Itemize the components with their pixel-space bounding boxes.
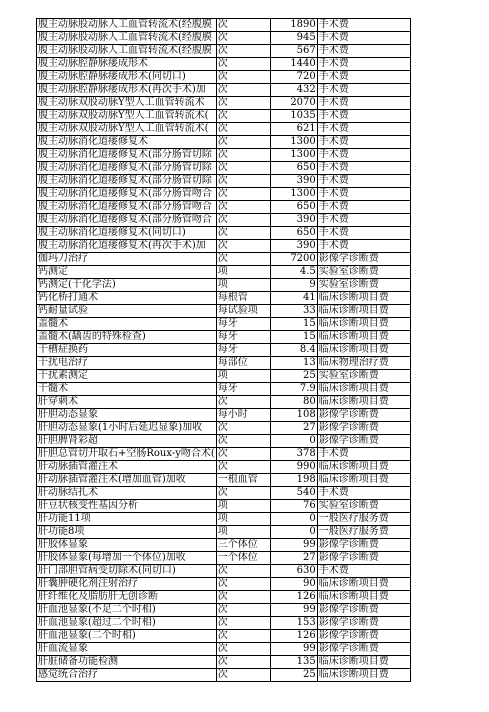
price-cell[interactable]: 15 <box>270 318 317 331</box>
price-cell[interactable]: 27 <box>270 552 317 565</box>
fee-category-cell[interactable]: 影像学诊断费 <box>317 539 410 552</box>
table-row <box>37 409 411 422</box>
price-cell[interactable]: 99 <box>270 643 317 656</box>
table-row <box>37 422 411 435</box>
item-name-cell[interactable]: 腹主动脉腔静脉瘘成形术(同切口) <box>37 71 217 84</box>
price-cell[interactable]: 76 <box>270 500 317 513</box>
table-row <box>37 253 411 266</box>
price-cell[interactable]: 27 <box>270 422 317 435</box>
table-row <box>37 175 411 188</box>
fee-category-cell[interactable]: 临床诊断项目费 <box>317 656 410 669</box>
price-cell[interactable]: 0 <box>270 513 317 526</box>
table-row <box>37 136 411 149</box>
table-row <box>37 604 411 617</box>
item-name-cell[interactable]: 干髓术 <box>37 383 217 396</box>
unit-cell[interactable]: 次 <box>216 240 270 253</box>
table-row <box>37 318 411 331</box>
item-name-cell[interactable]: 腹主动脉腔静脉瘘成形术 <box>37 58 217 71</box>
item-name-cell[interactable]: 肝脏储备功能检测 <box>37 656 217 669</box>
fee-category-cell[interactable]: 手术费 <box>317 19 410 32</box>
table-row <box>37 279 411 292</box>
item-name-cell[interactable]: 腹主动脉腔静脉瘘成形术(再次手术)加 <box>37 84 217 97</box>
fee-category-cell[interactable]: 临床诊断项目费 <box>317 669 410 682</box>
fee-category-cell[interactable]: 实验室诊断费 <box>317 370 410 383</box>
price-cell[interactable]: 13 <box>270 357 317 370</box>
fee-category-cell[interactable]: 影像学诊断费 <box>317 422 410 435</box>
price-cell[interactable]: 135 <box>270 656 317 669</box>
unit-cell[interactable]: 次 <box>216 188 270 201</box>
item-name-cell[interactable]: 肝血池显象(不足二个时相) <box>37 604 217 617</box>
fee-category-cell[interactable]: 手术费 <box>317 565 410 578</box>
unit-cell[interactable]: 每试验项 <box>216 305 270 318</box>
price-cell[interactable]: 0 <box>270 435 317 448</box>
price-cell[interactable]: 126 <box>270 630 317 643</box>
price-cell[interactable]: 90 <box>270 578 317 591</box>
item-name-cell[interactable]: 钙耐量试验 <box>37 305 217 318</box>
price-cell[interactable]: 198 <box>270 474 317 487</box>
fee-category-cell[interactable]: 临床诊断项目费 <box>317 331 410 344</box>
table-row <box>37 19 411 32</box>
fee-category-cell[interactable]: 手术费 <box>317 45 410 58</box>
price-cell[interactable]: 1440 <box>270 58 317 71</box>
price-cell[interactable]: 650 <box>270 162 317 175</box>
item-name-cell[interactable]: 腹主动脉股动脉人工血管转流术(经腹膜 <box>37 19 217 32</box>
table-row <box>37 526 411 539</box>
fee-category-cell[interactable]: 临床诊断项目费 <box>317 383 410 396</box>
item-name-cell[interactable]: 腹主动脉消化道瘘修复术(部分肠管切除 <box>37 162 217 175</box>
fee-category-cell[interactable]: 影像学诊断费 <box>317 435 410 448</box>
item-name-cell[interactable]: 肝穿刺术 <box>37 396 217 409</box>
table-row <box>37 305 411 318</box>
price-cell[interactable]: 1300 <box>270 188 317 201</box>
item-name-cell[interactable]: 腹主动脉双股动脉Y型人工血管转流术 <box>37 97 217 110</box>
table-row <box>37 123 411 136</box>
table-row <box>37 383 411 396</box>
price-cell[interactable]: 25 <box>270 669 317 682</box>
fee-category-cell[interactable]: 手术费 <box>317 110 410 123</box>
item-name-cell[interactable]: 肝豆状核变性基因分析 <box>37 500 217 513</box>
unit-cell[interactable]: 每牙 <box>216 383 270 396</box>
item-name-cell[interactable]: 腹主动脉消化道瘘修复术 <box>37 136 217 149</box>
fee-category-cell[interactable]: 手术费 <box>317 214 410 227</box>
fee-category-cell[interactable]: 临床诊断项目费 <box>317 578 410 591</box>
unit-cell[interactable]: 次 <box>216 578 270 591</box>
unit-cell[interactable]: 次 <box>216 19 270 32</box>
unit-cell[interactable]: 每牙 <box>216 318 270 331</box>
item-name-cell[interactable]: 肝功能8项 <box>37 526 217 539</box>
price-cell[interactable]: 99 <box>270 604 317 617</box>
fee-category-cell[interactable]: 手术费 <box>317 175 410 188</box>
price-cell[interactable]: 650 <box>270 201 317 214</box>
fee-category-cell[interactable]: 手术费 <box>317 487 410 500</box>
fee-category-cell[interactable]: 影像学诊断费 <box>317 253 410 266</box>
fee-category-cell[interactable]: 临床诊断项目费 <box>317 344 410 357</box>
item-name-cell[interactable]: 腹主动脉双股动脉Y型人工血管转流术( <box>37 110 217 123</box>
item-name-cell[interactable]: 腹主动脉消化道瘘修复术(部分肠管吻合 <box>37 214 217 227</box>
item-name-cell[interactable]: 肝血池显象(二个时相) <box>37 630 217 643</box>
fee-category-cell[interactable]: 临床诊断项目费 <box>317 305 410 318</box>
item-name-cell[interactable]: 肝血池显象(超过二个时相) <box>37 617 217 630</box>
price-cell[interactable]: 390 <box>270 214 317 227</box>
price-cell[interactable]: 41 <box>270 292 317 305</box>
fee-category-cell[interactable]: 手术费 <box>317 84 410 97</box>
fee-category-cell[interactable]: 手术费 <box>317 227 410 240</box>
unit-cell[interactable]: 次 <box>216 617 270 630</box>
table-row <box>37 461 411 474</box>
fee-category-cell[interactable]: 影像学诊断费 <box>317 617 410 630</box>
fee-category-cell[interactable]: 手术费 <box>317 123 410 136</box>
fee-category-cell[interactable]: 临床诊断项目费 <box>317 461 410 474</box>
unit-cell[interactable]: 次 <box>216 214 270 227</box>
fee-category-cell[interactable]: 手术费 <box>317 97 410 110</box>
item-name-cell[interactable]: 钙测定 <box>37 266 217 279</box>
item-name-cell[interactable]: 盖髓术(龋齿的特殊检查) <box>37 331 217 344</box>
item-name-cell[interactable]: 腹主动脉消化道瘘修复术(再次手术)加 <box>37 240 217 253</box>
table-row <box>37 448 411 461</box>
price-cell[interactable]: 7200 <box>270 253 317 266</box>
unit-cell[interactable]: 一根血管 <box>216 474 270 487</box>
fee-category-cell[interactable]: 临床诊断项目费 <box>317 591 410 604</box>
price-cell[interactable]: 1300 <box>270 136 317 149</box>
price-cell[interactable]: 0 <box>270 526 317 539</box>
price-cell[interactable]: 990 <box>270 461 317 474</box>
unit-cell[interactable]: 次 <box>216 71 270 84</box>
fee-category-cell[interactable]: 影像学诊断费 <box>317 552 410 565</box>
fee-category-cell[interactable]: 手术费 <box>317 240 410 253</box>
unit-cell[interactable]: 次 <box>216 630 270 643</box>
item-name-cell[interactable]: 干槽症换药 <box>37 344 217 357</box>
fee-category-cell[interactable]: 临床物理治疗费 <box>317 357 410 370</box>
item-name-cell[interactable]: 腹主动脉消化道瘘修复术(部分肠管吻合 <box>37 201 217 214</box>
price-cell[interactable]: 126 <box>270 591 317 604</box>
price-cell[interactable]: 621 <box>270 123 317 136</box>
table-row <box>37 162 411 175</box>
fee-category-cell[interactable]: 手术费 <box>317 188 410 201</box>
unit-cell[interactable]: 次 <box>216 84 270 97</box>
fee-category-cell[interactable]: 手术费 <box>317 71 410 84</box>
fee-category-cell[interactable]: 手术费 <box>317 201 410 214</box>
unit-cell[interactable]: 项 <box>216 266 270 279</box>
item-name-cell[interactable]: 腹主动脉消化道瘘修复术(部分肠管切除 <box>37 149 217 162</box>
item-name-cell[interactable]: 腹主动脉消化道瘘修复术(部分肠管切除 <box>37 175 217 188</box>
unit-cell[interactable]: 每牙 <box>216 344 270 357</box>
item-name-cell[interactable]: 肝胶体显象 <box>37 539 217 552</box>
unit-cell[interactable]: 次 <box>216 253 270 266</box>
table-row <box>37 539 411 552</box>
table-row <box>37 149 411 162</box>
item-name-cell[interactable]: 肝胆脾肾彩超 <box>37 435 217 448</box>
price-cell[interactable]: 4.5 <box>270 266 317 279</box>
price-cell[interactable]: 108 <box>270 409 317 422</box>
table-row <box>37 266 411 279</box>
item-name-cell[interactable]: 伽玛刀治疗 <box>37 253 217 266</box>
table-row <box>37 474 411 487</box>
price-cell[interactable]: 378 <box>270 448 317 461</box>
table-row <box>37 58 411 71</box>
unit-cell[interactable]: 项 <box>216 279 270 292</box>
unit-cell[interactable]: 次 <box>216 643 270 656</box>
fee-category-cell[interactable]: 实验室诊断费 <box>317 279 410 292</box>
price-cell[interactable]: 33 <box>270 305 317 318</box>
table-row <box>37 32 411 45</box>
table-row <box>37 630 411 643</box>
item-name-cell[interactable]: 肝动脉结扎术 <box>37 487 217 500</box>
price-cell[interactable]: 630 <box>270 565 317 578</box>
fee-category-cell[interactable]: 一般医疗服务费 <box>317 526 410 539</box>
fee-category-cell[interactable]: 临床诊断项目费 <box>317 396 410 409</box>
table-row <box>37 370 411 383</box>
table-row <box>37 617 411 630</box>
table-row <box>37 656 411 669</box>
unit-cell[interactable]: 次 <box>216 175 270 188</box>
table-row <box>37 578 411 591</box>
table-row <box>37 71 411 84</box>
price-cell[interactable]: 540 <box>270 487 317 500</box>
table-row <box>37 500 411 513</box>
fee-category-cell[interactable]: 影像学诊断费 <box>317 409 410 422</box>
price-cell[interactable]: 1300 <box>270 149 317 162</box>
unit-cell[interactable]: 次 <box>216 149 270 162</box>
unit-cell[interactable]: 每根管 <box>216 292 270 305</box>
fee-category-cell[interactable]: 影像学诊断费 <box>317 604 410 617</box>
fee-category-cell[interactable]: 实验室诊断费 <box>317 500 410 513</box>
unit-cell[interactable]: 次 <box>216 201 270 214</box>
item-name-cell[interactable]: 钙测定(干化学法) <box>37 279 217 292</box>
table-row <box>37 513 411 526</box>
item-name-cell[interactable]: 腹主动脉消化道瘘修复术(部分肠管吻合 <box>37 188 217 201</box>
item-name-cell[interactable]: 干扰电治疗 <box>37 357 217 370</box>
unit-cell[interactable]: 次 <box>216 32 270 45</box>
price-cell[interactable]: 650 <box>270 227 317 240</box>
unit-cell[interactable]: 次 <box>216 97 270 110</box>
price-cell[interactable]: 1890 <box>270 19 317 32</box>
fee-category-cell[interactable]: 实验室诊断费 <box>317 266 410 279</box>
price-cell[interactable]: 720 <box>270 71 317 84</box>
fee-category-cell[interactable]: 手术费 <box>317 448 410 461</box>
table-row <box>37 240 411 253</box>
item-name-cell[interactable]: 腹主动脉消化道瘘修复术(同切口) <box>37 227 217 240</box>
price-cell[interactable]: 99 <box>270 539 317 552</box>
item-name-cell[interactable]: 钙化桥打通术 <box>37 292 217 305</box>
price-cell[interactable]: 15 <box>270 331 317 344</box>
table-row <box>37 357 411 370</box>
fee-category-cell[interactable]: 手术费 <box>317 149 410 162</box>
unit-cell[interactable]: 次 <box>216 162 270 175</box>
fee-category-cell[interactable]: 手术费 <box>317 58 410 71</box>
unit-cell[interactable]: 次 <box>216 227 270 240</box>
unit-cell[interactable]: 次 <box>216 435 270 448</box>
table-row <box>37 565 411 578</box>
item-name-cell[interactable]: 肝动脉插管灌注术(增加血管)加收 <box>37 474 217 487</box>
unit-cell[interactable]: 次 <box>216 487 270 500</box>
unit-cell[interactable]: 次 <box>216 604 270 617</box>
unit-cell[interactable]: 项 <box>216 500 270 513</box>
item-name-cell[interactable]: 肝门部胆管病变切除术(同切口) <box>37 565 217 578</box>
fee-category-cell[interactable]: 手术费 <box>317 162 410 175</box>
fee-category-cell[interactable]: 影像学诊断费 <box>317 643 410 656</box>
table-row <box>37 396 411 409</box>
fee-category-cell[interactable]: 临床诊断项目费 <box>317 292 410 305</box>
item-name-cell[interactable]: 肝胆总管切开取石+空肠Roux-y吻合术( <box>38 448 215 459</box>
fee-category-cell[interactable]: 手术费 <box>317 136 410 149</box>
table-row <box>37 435 411 448</box>
table-row <box>37 331 411 344</box>
price-cell[interactable]: 25 <box>270 370 317 383</box>
table-row <box>37 591 411 604</box>
price-cell[interactable]: 390 <box>270 240 317 253</box>
price-cell[interactable]: 567 <box>270 45 317 58</box>
item-name-cell[interactable]: 感觉统合治疗 <box>37 669 217 682</box>
unit-cell[interactable]: 次 <box>216 58 270 71</box>
unit-cell[interactable]: 次 <box>216 136 270 149</box>
item-name-cell[interactable]: 肝功能11项 <box>37 513 217 526</box>
unit-cell[interactable]: 项 <box>216 526 270 539</box>
fee-category-cell[interactable]: 影像学诊断费 <box>317 630 410 643</box>
item-name-cell[interactable]: 肝血流显象 <box>37 643 217 656</box>
item-name-cell[interactable]: 肝胶体显象(每增加一个体位)加收 <box>37 552 217 565</box>
price-cell[interactable]: 80 <box>270 396 317 409</box>
unit-cell[interactable]: 次 <box>216 565 270 578</box>
fee-category-cell[interactable]: 临床诊断项目费 <box>317 318 410 331</box>
unit-cell[interactable]: 次 <box>216 123 270 136</box>
table-row <box>37 643 411 656</box>
price-cell[interactable]: 153 <box>270 617 317 630</box>
item-name-cell[interactable]: 肝胆动态显象(1小时后延迟显象)加收 <box>37 422 217 435</box>
table-row <box>37 669 411 682</box>
price-cell[interactable]: 945 <box>270 32 317 45</box>
unit-cell[interactable]: 一个体位 <box>216 552 270 565</box>
unit-cell[interactable]: 次 <box>216 461 270 474</box>
unit-cell[interactable]: 次 <box>216 448 270 461</box>
unit-cell[interactable]: 项 <box>216 370 270 383</box>
table-row <box>37 201 411 214</box>
price-table-body <box>37 19 411 682</box>
table-row <box>37 487 411 500</box>
fee-category-cell[interactable]: 一般医疗服务费 <box>317 513 410 526</box>
price-cell[interactable]: 432 <box>270 84 317 97</box>
unit-cell[interactable]: 次 <box>216 110 270 123</box>
item-name-cell[interactable]: 干扰素测定 <box>37 370 217 383</box>
table-row <box>37 227 411 240</box>
item-name-cell[interactable]: 肝纤维化及脂肪肝无创诊断 <box>37 591 217 604</box>
table-row <box>37 84 411 97</box>
unit-cell[interactable]: 次 <box>216 396 270 409</box>
unit-cell[interactable]: 次 <box>216 656 270 669</box>
unit-cell[interactable]: 每部位 <box>216 357 270 370</box>
fee-category-cell[interactable]: 手术费 <box>317 32 410 45</box>
item-name-cell[interactable]: 腹主动脉股动脉人工血管转流术(经腹膜 <box>37 45 217 58</box>
price-cell[interactable]: 7.9 <box>270 383 317 396</box>
unit-cell[interactable]: 三个体位 <box>216 539 270 552</box>
unit-cell[interactable]: 每小时 <box>216 409 270 422</box>
unit-cell[interactable]: 次 <box>216 669 270 682</box>
table-row <box>37 292 411 305</box>
unit-cell[interactable]: 次 <box>216 591 270 604</box>
item-name-cell[interactable]: 盖髓术 <box>37 318 217 331</box>
price-cell[interactable]: 2070 <box>270 97 317 110</box>
price-cell[interactable]: 9 <box>270 279 317 292</box>
unit-cell[interactable]: 每牙 <box>216 331 270 344</box>
price-table <box>36 18 411 682</box>
price-cell[interactable]: 390 <box>270 175 317 188</box>
fee-category-cell[interactable]: 临床诊断项目费 <box>317 474 410 487</box>
item-name-cell[interactable]: 腹主动脉股动脉人工血管转流术(经腹膜 <box>37 32 217 45</box>
item-name-cell[interactable]: 腹主动脉双股动脉Y型人工血管转流术( <box>37 123 217 136</box>
unit-cell[interactable]: 次 <box>216 45 270 58</box>
table-row <box>37 97 411 110</box>
table-row <box>37 188 411 201</box>
table-row <box>37 344 411 357</box>
unit-cell[interactable]: 项 <box>216 513 270 526</box>
item-name-cell[interactable]: 肝胆动态显象 <box>37 409 217 422</box>
item-name-cell[interactable]: 肝动脉插管灌注术 <box>37 461 217 474</box>
table-row <box>37 110 411 123</box>
price-cell[interactable]: 1035 <box>270 110 317 123</box>
price-cell[interactable]: 8.4 <box>270 344 317 357</box>
item-name-cell[interactable]: 肝囊肿硬化剂注射治疗 <box>37 578 217 591</box>
unit-cell[interactable]: 次 <box>216 422 270 435</box>
table-row <box>37 214 411 227</box>
table-row <box>37 552 411 565</box>
table-row <box>37 45 411 58</box>
